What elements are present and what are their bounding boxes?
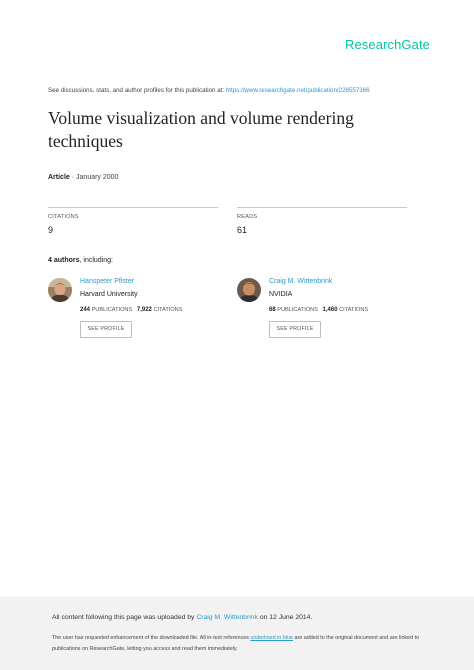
author-citations-label: CITATIONS	[153, 307, 183, 313]
see-profile-button[interactable]: SEE PROFILE	[80, 321, 132, 338]
upload-date: on 12 June 2014.	[259, 614, 313, 621]
discussion-prefix: See discussions, stats, and author profiles for this publication at:	[48, 87, 225, 94]
author-stats	[80, 307, 182, 313]
underlined-in-blue-link[interactable]: underlined in blue	[250, 635, 293, 641]
author-publications-count: 68	[269, 307, 276, 313]
enhancement-prefix: The user has requested enhancement of the downloaded file. All in-text references	[52, 635, 249, 641]
author-publications-label: PUBLICATIONS	[277, 307, 318, 313]
footer	[0, 597, 474, 670]
citations-divider	[48, 207, 218, 208]
avatar[interactable]	[48, 278, 72, 302]
author-publications-count: 244	[80, 307, 91, 313]
author-citations-label: CITATIONS	[339, 307, 369, 313]
author-card	[237, 278, 417, 348]
uploader-link[interactable]: Craig M. Wittenbrink	[196, 614, 258, 621]
author-publications-label: PUBLICATIONS	[91, 307, 133, 313]
see-profile-button[interactable]: SEE PROFILE	[269, 321, 321, 338]
citations-stat	[48, 207, 218, 235]
publication-type: Article	[48, 174, 70, 181]
enhancement-notice	[52, 633, 432, 655]
enhancement-suffix: are added to the original document and are linked to publications on ResearchGate, letting you access and read them immediately.	[52, 635, 420, 652]
author-card	[48, 278, 228, 348]
researchgate-logo[interactable]: ResearchGate	[344, 37, 430, 52]
authors-heading	[48, 257, 113, 264]
author-citations-count: 1,460	[322, 307, 338, 313]
publication-link[interactable]: https://www.researchgate.net/publication/228557366	[225, 87, 370, 94]
avatar[interactable]	[237, 278, 261, 302]
citations-count: 9	[48, 225, 54, 235]
author-stats	[269, 307, 368, 313]
reads-stat	[237, 207, 407, 235]
reads-count: 61	[237, 225, 248, 235]
authors-count: 4 authors	[48, 257, 80, 264]
meta-separator: ·	[69, 174, 77, 181]
author-citations-count: 7,922	[136, 307, 152, 313]
discussion-line	[48, 87, 438, 94]
citations-label: CITATIONS	[48, 214, 79, 220]
authors-suffix: , including:	[79, 257, 113, 264]
author-institution: Harvard University	[80, 291, 138, 298]
publication-title: Volume visualization and volume rendering techniques	[48, 108, 354, 151]
author-name-link[interactable]: Hanspeter Pfister	[80, 278, 135, 285]
publication-date: January 2000	[76, 174, 119, 181]
reads-label: READS	[237, 214, 258, 220]
author-institution: NVIDIA	[269, 291, 293, 298]
publication-meta	[48, 174, 118, 181]
reads-divider	[237, 207, 407, 208]
upload-prefix: All content following this page was uploaded by	[52, 614, 195, 621]
author-name-link[interactable]: Craig M. Wittenbrink	[269, 278, 333, 285]
upload-notice	[52, 614, 312, 621]
